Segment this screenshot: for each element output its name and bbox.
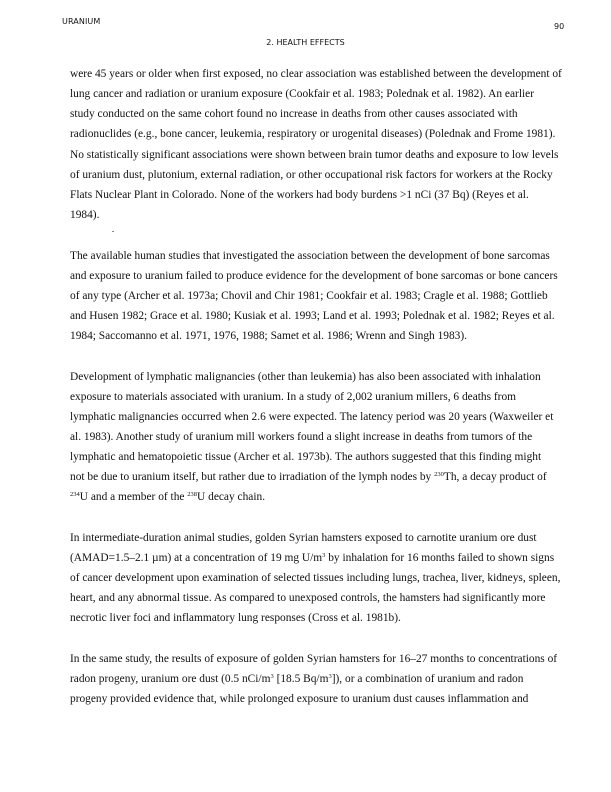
text-line: In the same study, the results of exposure of golden Syrian hamsters for 16–27 months to concentrations of xyxy=(70,653,558,665)
text-line: were 45 years or older when first exposed, no clear association was established between the development of xyxy=(70,68,562,80)
text-line: 1984). xyxy=(70,209,100,221)
text-line: and exposure to uranium failed to produce evidence for the development of bone sarcomas or bone cancers xyxy=(70,270,558,282)
text-line: of cancer development upon examination of selected tissues including lungs, trachea, liver, kidneys, spleen, xyxy=(70,572,561,584)
text-run: not be due to uranium itself, but rather due to irradiation of the lymph nodes by xyxy=(70,471,435,483)
text-line xyxy=(70,490,265,504)
text-line: al. 1983). Another study of uranium mill workers found a slight increase in deaths from tumors of the xyxy=(70,431,533,443)
text-run: by inhalation for 16 months failed to shown signs xyxy=(325,552,555,564)
text-line: and Husen 1982; Grace et al. 1980; Kusiak et al. 1993; Land et al. 1993; Polednak et al. 1982; Reyes et al. xyxy=(70,310,555,322)
superscript: 3 xyxy=(270,673,274,680)
text-line: 1984; Saccomanno et al. 1971, 1976, 1988; Samet et al. 1986; Wrenn and Singh 1983). xyxy=(70,330,467,342)
running-header-title: URANIUM xyxy=(62,17,101,26)
superscript: 230 xyxy=(434,471,444,478)
text-line: No statistically significant associations were shown between brain tumor deaths and exposure to low levels xyxy=(70,149,559,161)
superscript: 3 xyxy=(322,552,326,559)
text-line: of uranium dust, plutonium, external radiation, or other occupational risk factors for workers at the Rocky xyxy=(70,169,553,181)
superscript: 3 xyxy=(328,673,332,680)
text-line: radionuclides (e.g., bone cancer, leukemia, respiratory or urogenital diseases) (Polednak and Frome 1981). xyxy=(70,128,556,140)
text-line: Flats Nuclear Plant in Colorado. None of the workers had body burdens >1 nCi (37 Bq) (Reyes et al. xyxy=(70,189,529,201)
text-line: of any type (Archer et al. 1973a; Chovil and Chir 1981; Cookfair et al. 1983; Cragle et al. 1988; Gottlieb xyxy=(70,290,548,302)
superscript: 234 xyxy=(70,491,80,498)
text-run: Th, a decay product of xyxy=(443,471,547,483)
text-line: study conducted on the same cohort found no increase in deaths from other causes associated with xyxy=(70,108,518,120)
text-line: necrotic liver foci and inflammatory lung responses (Cross et al. 1981b). xyxy=(70,612,401,624)
text-run: U decay chain. xyxy=(197,491,266,503)
text-run: radon progeny, uranium ore dust (0.5 nCi/m xyxy=(70,673,271,685)
text-run: ]), or a combination of uranium and radon xyxy=(331,673,524,685)
text-run: U and a member of the xyxy=(79,491,188,503)
text-line: lymphatic malignancies occurred when 2.6 were expected. The latency period was 20 years (Waxweiler et xyxy=(70,411,554,423)
text-line xyxy=(70,551,554,565)
text-run: [18.5 Bq/m xyxy=(273,673,329,685)
text-line: lung cancer and radiation or uranium exposure (Cookfair et al. 1983; Polednak et al. 1982). An earlier xyxy=(70,88,535,100)
text-line: heart, and any abnormal tissue. As compared to unexposed controls, the hamsters had significantly more xyxy=(70,592,546,604)
text-line: exposure to materials associated with uranium. In a study of 2,002 uranium millers, 6 deaths from xyxy=(70,391,517,403)
page-number: 90 xyxy=(554,22,565,31)
text-run: (AMAD=1.5–2.1 µm) at a concentration of 19 mg U/m xyxy=(70,552,323,564)
superscript: 238 xyxy=(187,491,198,498)
text-line: The available human studies that investigated the association between the development of bone sarcomas xyxy=(70,250,550,262)
text-line: lymphatic and hematopoietic tissue (Archer et al. 1973b). The authors suggested that this finding might xyxy=(70,451,542,463)
text-line xyxy=(70,672,523,686)
section-heading: 2. HEALTH EFFECTS xyxy=(266,38,345,47)
text-line xyxy=(70,470,547,484)
text-line: progeny provided evidence that, while prolonged exposure to uranium dust causes inflammation and xyxy=(70,693,529,705)
text-line: In intermediate-duration animal studies, golden Syrian hamsters exposed to carnotite uranium ore dust xyxy=(70,532,537,544)
text-line: Development of lymphatic malignancies (other than leukemia) has also been associated with inhalation xyxy=(70,371,541,383)
scan-artifact-mark xyxy=(112,231,114,232)
